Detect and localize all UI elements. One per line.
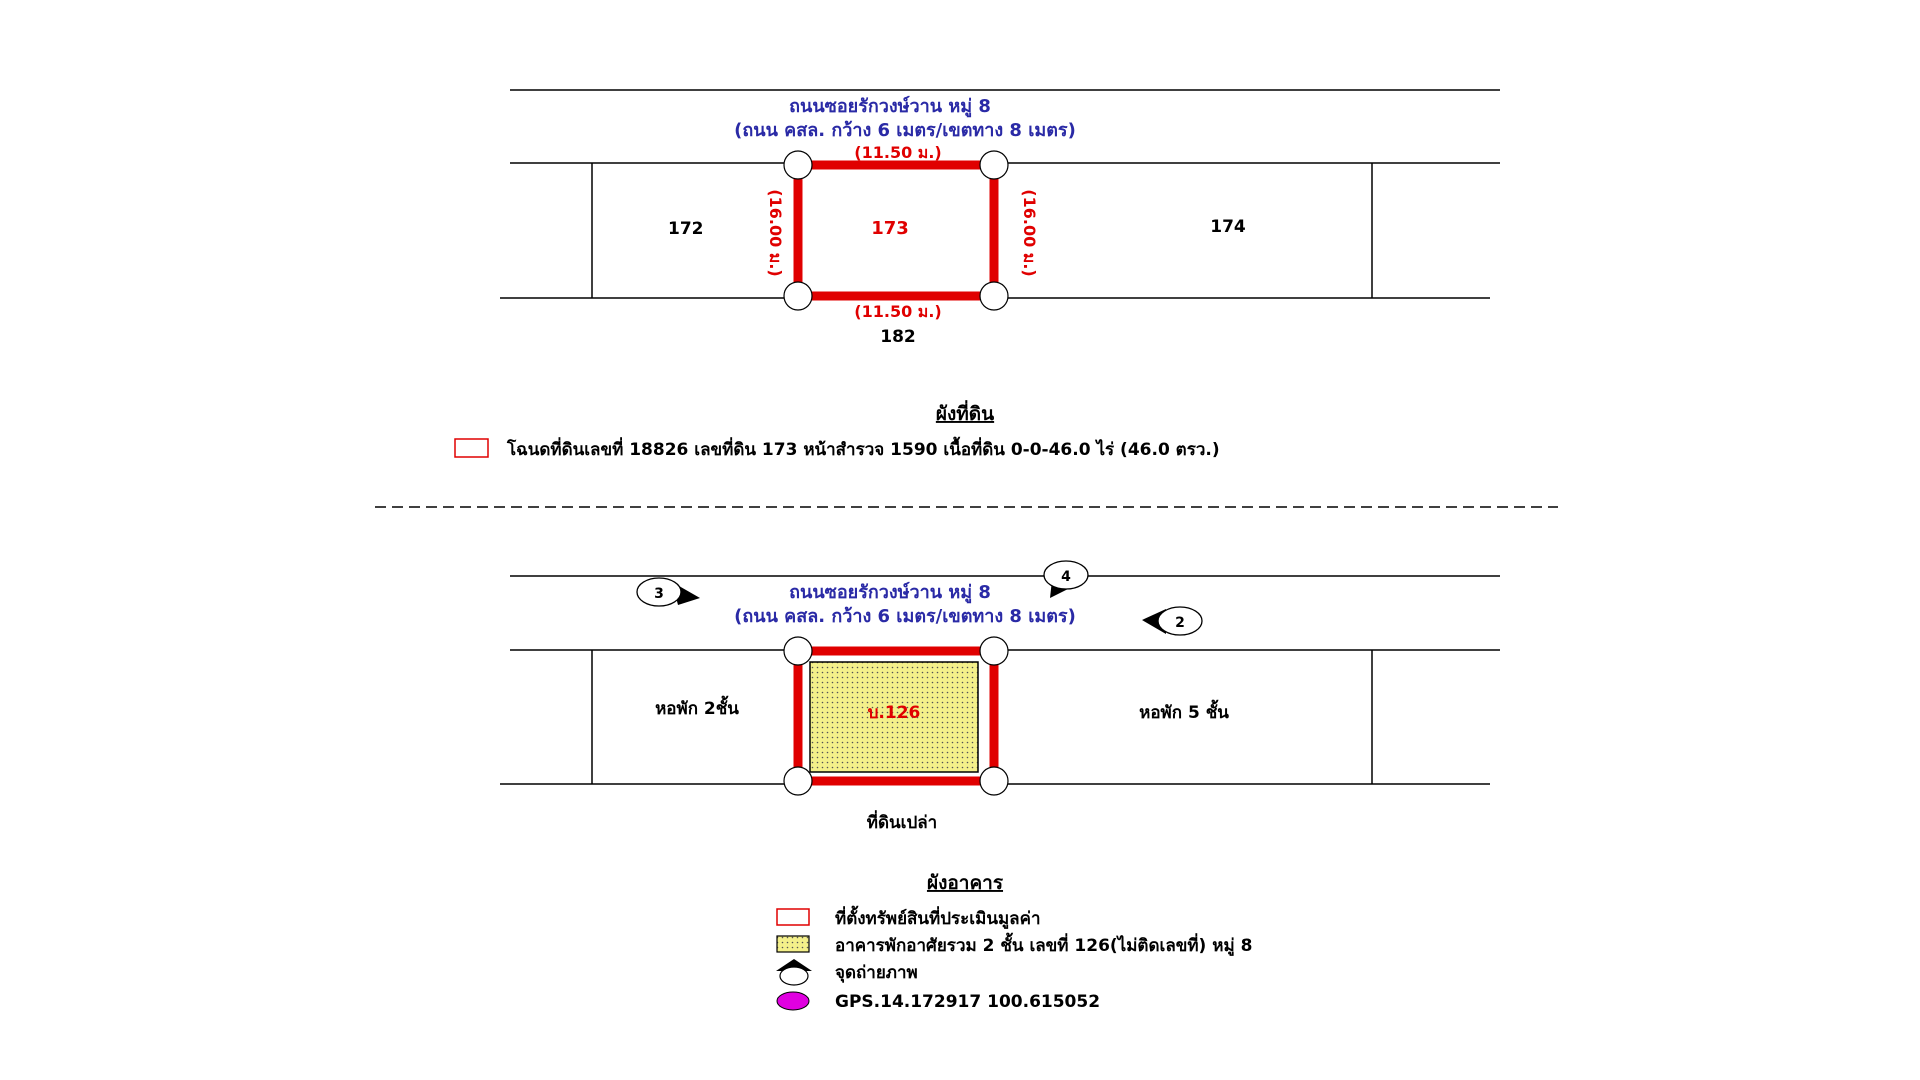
right-building-label: หอพัก 5 ชั้น [1139, 703, 1229, 723]
building-plan-title: ผังอาคาร [926, 872, 1004, 894]
parcel-172: 172 [668, 219, 704, 239]
legend-location-text: ที่ตั้งทรัพย์สินที่ประเมินมูลค่า [835, 909, 1041, 929]
building-number: บ.126 [867, 703, 921, 723]
bottom-land-label: ที่ดินเปล่า [866, 813, 938, 833]
land-plan-title: ผังที่ดิน [935, 403, 995, 425]
depth-right: (16.00 ม.) [1020, 189, 1039, 277]
land-plan [455, 90, 1500, 460]
corner-marker [980, 151, 1008, 179]
left-building-label: หอพัก 2ชั้น [655, 699, 739, 719]
legend-building-swatch [777, 936, 809, 952]
svg-text:3: 3 [654, 586, 664, 602]
legend-photo-text: จุดถ่ายภาพ [835, 963, 918, 983]
depth-left: (16.00 ม.) [766, 189, 785, 277]
width-bottom: (11.50 ม.) [854, 302, 942, 321]
legend-photo-point-icon [776, 959, 812, 985]
parcel-174: 174 [1210, 217, 1246, 237]
road-detail: (ถนน คสล. กว้าง 6 เมตร/เขตทาง 8 เมตร) [734, 606, 1076, 627]
width-top: (11.50 ม.) [854, 143, 942, 162]
corner-marker [784, 637, 812, 665]
road-name: ถนนซอยรักวงษ์วาน หมู่ 8 [789, 582, 991, 603]
corner-marker [980, 637, 1008, 665]
svg-text:4: 4 [1061, 569, 1071, 585]
corner-marker [784, 767, 812, 795]
legend-parcel-swatch [455, 439, 488, 457]
road-name: ถนนซอยรักวงษ์วาน หมู่ 8 [789, 96, 991, 117]
legend-gps-text: GPS.14.172917 100.615052 [835, 992, 1101, 1012]
building-plan [500, 561, 1500, 1012]
svg-text:2: 2 [1175, 615, 1185, 631]
legend-location-swatch [777, 909, 809, 925]
legend-building-text: อาคารพักอาศัยรวม 2 ชั้น เลขที่ 126(ไม่ติดเลขที่) หมู่ 8 [835, 936, 1253, 956]
land-legend-text: โฉนดที่ดินเลขที่ 18826 เลขที่ดิน 173 หน้าสำรวจ 1590 เนื้อที่ดิน 0-0-46.0 ไร่ (46.0 ตรว.) [507, 440, 1220, 460]
parcel-182: 182 [880, 327, 916, 347]
corner-marker [784, 282, 812, 310]
photo-point-2-icon [1142, 607, 1202, 635]
photo-point-3-icon [637, 578, 700, 606]
corner-marker [980, 282, 1008, 310]
corner-marker [980, 767, 1008, 795]
parcel-173: 173 [871, 218, 909, 239]
road-detail: (ถนน คสล. กว้าง 6 เมตร/เขตทาง 8 เมตร) [734, 120, 1076, 141]
corner-marker [784, 151, 812, 179]
legend-gps-icon [777, 992, 809, 1010]
photo-point-4-icon [1044, 561, 1088, 598]
